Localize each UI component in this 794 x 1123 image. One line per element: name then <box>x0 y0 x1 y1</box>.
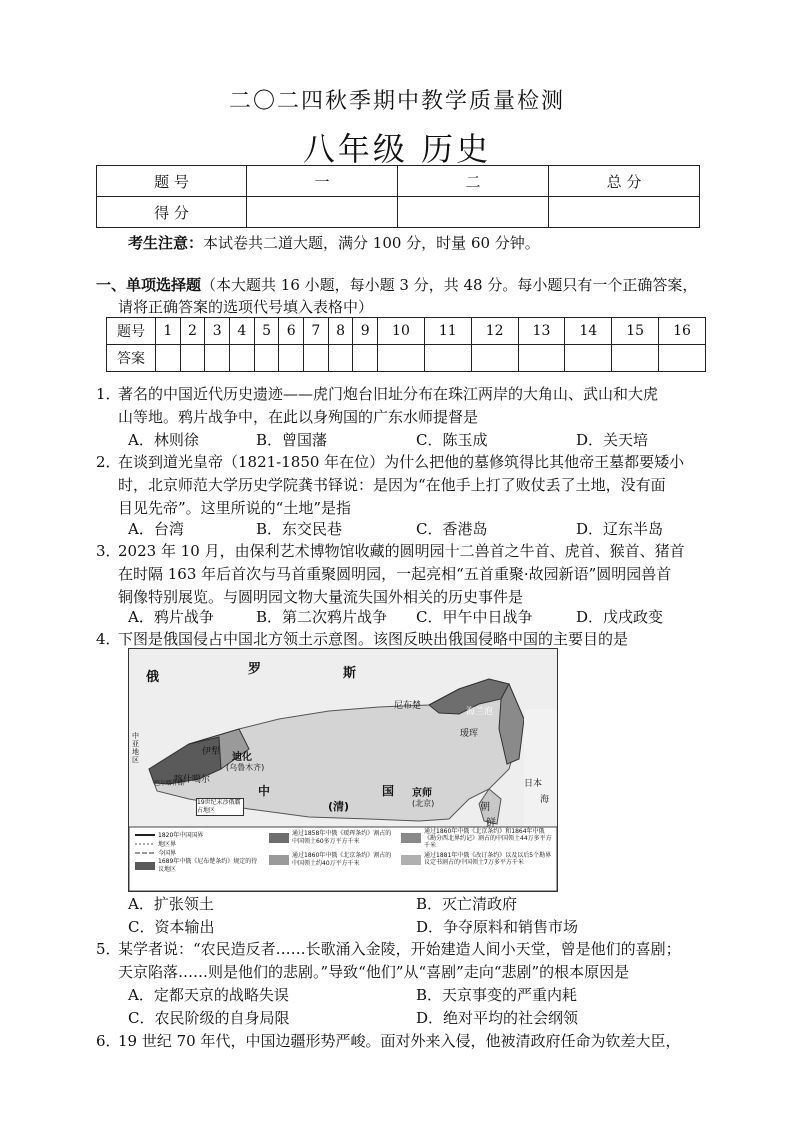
option-b[interactable]: B．曾国藩 <box>256 431 328 449</box>
question-number: 1． <box>96 385 121 403</box>
map-label: 中 <box>258 784 271 798</box>
answer-number-cell: 3 <box>205 318 230 345</box>
map-label-aihui: 瑷珲 <box>460 729 479 739</box>
question-3 <box>96 540 708 609</box>
question-text: 下图是俄国侵占中国北方领土示意图。该图反映出俄国侵略中国的主要目的是 <box>118 630 629 648</box>
exam-title: 二〇二四秋季期中教学质量检测 <box>228 89 565 114</box>
answer-number-cell: 15 <box>612 318 659 345</box>
map-label: 斯 <box>343 666 357 681</box>
question-number: 3． <box>96 542 121 560</box>
question-text: 天京陷落……则是他们的悲剧。”导致“他们”从“喜剧”走向“悲剧”的根本原因是 <box>118 963 630 981</box>
legend-item: 通过1860年中俄《北京条约》和1864年中俄《勘分西北界约记》割占的中国领土44万多平方千米 <box>424 828 552 849</box>
section-title: 一、单项选择题 <box>96 276 202 294</box>
question-text: 19 世纪 70 年代，中国边疆形势严峻。面对外来入侵，他被清政府任命为钦差大臣， <box>118 1032 681 1050</box>
answer-number-cell: 4 <box>230 318 255 345</box>
answer-number-cell: 7 <box>304 318 329 345</box>
answer-number-cell: 9 <box>353 318 378 345</box>
question-6 <box>96 1030 708 1053</box>
option-b[interactable]: B．第二次鸦片战争 <box>256 608 388 626</box>
option-d[interactable]: D．戊戌政变 <box>576 608 664 626</box>
option-c[interactable]: C．资本输出 <box>128 918 215 936</box>
map-label-jingshi-sub: (北京) <box>412 799 435 808</box>
exam-notice <box>128 232 540 253</box>
answer-input-cell[interactable] <box>612 345 659 372</box>
question-number: 4． <box>96 630 121 648</box>
map-label-haishenwai: 海兰泡 <box>466 707 494 717</box>
score-header-cell: 一 <box>247 166 398 197</box>
answer-input-cell[interactable] <box>518 345 565 372</box>
option-d[interactable]: D．辽东半岛 <box>576 520 664 538</box>
question-4-options-row2 <box>128 916 718 938</box>
map-label: (清) <box>328 800 350 813</box>
score-header-cell: 总 分 <box>548 166 699 197</box>
map-label-kashgar: 喀什噶尔 <box>174 775 211 785</box>
answer-header-label: 题号 <box>107 318 156 345</box>
answer-number-cell: 8 <box>328 318 353 345</box>
answer-number-cell: 12 <box>471 318 518 345</box>
question-number: 6． <box>96 1032 121 1050</box>
answer-number-cell: 10 <box>378 318 425 345</box>
option-b[interactable]: B．东交民巷 <box>256 520 343 538</box>
question-3-options <box>128 606 718 628</box>
question-2-options <box>128 518 718 540</box>
option-c[interactable]: C．陈玉成 <box>416 431 488 449</box>
notice-label: 考生注意： <box>128 234 204 252</box>
russia-invasion-map <box>128 648 558 892</box>
legend-item: 1820年中国国界 <box>158 832 204 839</box>
option-a[interactable]: A．台湾 <box>128 520 184 538</box>
question-5-options-row2 <box>128 1007 718 1029</box>
map-label: 朝 <box>480 802 490 813</box>
legend-item: 今国界 <box>158 850 177 857</box>
question-text: 某学者说：“农民造反者……长歌涌入金陵，开始建造人间小天堂，曾是他们的喜剧； <box>118 940 681 958</box>
score-table <box>96 165 700 228</box>
answer-number-cell: 14 <box>565 318 612 345</box>
map-label: 国 <box>382 784 395 798</box>
option-b[interactable]: B．灭亡清政府 <box>416 895 518 913</box>
option-a[interactable]: A．鸦片战争 <box>128 608 214 626</box>
answer-number-cell: 13 <box>518 318 565 345</box>
map-label-jingshi: 京师 <box>412 788 432 799</box>
notice-text: 本试卷共二道大题，满分 100 分，时量 60 分钟。 <box>203 234 540 252</box>
question-number: 2． <box>96 453 121 471</box>
answer-input-cell[interactable] <box>659 345 706 372</box>
map-label: 中亚地区 <box>132 732 139 764</box>
answer-number-cell: 1 <box>156 318 181 345</box>
map-label: 日本 <box>524 779 543 789</box>
map-label: 鲜 <box>486 818 496 829</box>
question-4-options-row1 <box>128 893 718 915</box>
question-text: 时，北京师范大学历史学院龚书铎说：是因为“在他手上打了败仗丢了土地，没有面 <box>118 476 666 494</box>
legend-item: 通过1881年中俄《改订条约》以及以后5个勘界议定书割占的中国领土7万多平方千米 <box>424 852 552 866</box>
option-a[interactable]: A．林则徐 <box>128 431 199 449</box>
option-d[interactable]: D．争夺原料和销售市场 <box>416 918 579 936</box>
question-5 <box>96 938 708 984</box>
legend-item: 通过1860年中俄《北京条约》割占的中国领土约40万平方千米 <box>292 852 392 867</box>
option-d[interactable]: D．关天培 <box>576 431 649 449</box>
map-label-dihua-sub: (乌鲁木齐) <box>226 763 265 772</box>
answer-input-cell[interactable] <box>353 345 378 372</box>
answer-input-cell[interactable] <box>565 345 612 372</box>
question-number: 5． <box>96 940 121 958</box>
answer-input-cell[interactable] <box>180 345 205 372</box>
map-label: 19世纪末沙俄霸占地区 <box>196 798 244 816</box>
map-label: 罗 <box>248 662 262 677</box>
answer-number-cell: 11 <box>424 318 471 345</box>
answer-input-cell[interactable] <box>304 345 329 372</box>
option-d[interactable]: D．绝对平均的社会纲领 <box>416 1009 579 1027</box>
score-input-cell[interactable] <box>247 197 398 228</box>
question-text: 铜像特别展览。与圆明园文物大量流失国外相关的历史事件是 <box>118 588 524 606</box>
answer-number-cell: 2 <box>180 318 205 345</box>
answer-input-cell[interactable] <box>230 345 255 372</box>
answer-input-cell[interactable] <box>471 345 518 372</box>
score-label-cell: 得 分 <box>97 197 247 228</box>
option-c[interactable]: C．甲午中日战争 <box>416 608 533 626</box>
map-label: 海 <box>540 795 550 805</box>
score-header-cell: 二 <box>397 166 548 197</box>
legend-item: 1689年中俄《尼布楚条约》规定的待议地区 <box>158 858 258 873</box>
answer-number-cell: 5 <box>254 318 279 345</box>
answer-input-cell[interactable] <box>156 345 181 372</box>
map-label-dihua: 迪化 <box>232 752 252 763</box>
map-label: 巴尔喀什湖 <box>154 780 185 787</box>
question-text: 著名的中国近代历史遗迹——虎门炮台旧址分布在珠江两岸的大角山、武山和大虎 <box>118 385 659 403</box>
score-input-cell[interactable] <box>548 197 699 228</box>
answer-number-cell: 6 <box>279 318 304 345</box>
question-2 <box>96 451 708 520</box>
map-label-yili: 伊犁 <box>202 747 221 757</box>
answer-number-cell: 16 <box>659 318 706 345</box>
legend-item: 地区界 <box>158 841 177 848</box>
question-text: 在谈到道光皇帝（1821-1850 年在位）为什么把他的墓修筑得比其他帝王墓都要矮小 <box>118 453 685 471</box>
option-b[interactable]: B．天京事变的严重内耗 <box>416 986 578 1004</box>
question-1-options <box>128 429 718 451</box>
answer-row-label: 答案 <box>107 345 156 372</box>
question-1 <box>96 383 708 429</box>
option-a[interactable]: A．扩张领土 <box>128 895 214 913</box>
score-input-cell[interactable] <box>397 197 548 228</box>
question-text: 2023 年 10 月，由保利艺术博物馆收藏的圆明园十二兽首之牛首、虎首、猴首、猪首 <box>118 542 685 560</box>
section-heading <box>96 274 716 318</box>
answer-input-cell[interactable] <box>205 345 230 372</box>
question-text: 山等地。鸦片战争中，在此以身殉国的广东水师提督是 <box>118 408 479 426</box>
section-desc-2: 请将正确答案的选项代号填入表格中） <box>118 298 374 316</box>
answer-input-cell[interactable] <box>424 345 471 372</box>
legend-item: 通过1858年中俄《瑷珲条约》割占的中国领土60多万平方千米 <box>292 830 392 845</box>
score-header-cell: 题 号 <box>97 166 247 197</box>
answer-input-cell[interactable] <box>254 345 279 372</box>
answer-input-cell[interactable] <box>378 345 425 372</box>
exam-subject: 八年级 历史 <box>302 130 492 168</box>
answer-table <box>106 317 706 372</box>
question-text: 在时隔 163 年后首次与马首重聚圆明园，一起亮相“五首重聚·故园新语”圆明园兽首 <box>118 565 672 583</box>
answer-input-cell[interactable] <box>279 345 304 372</box>
question-5-options-row1 <box>128 984 718 1006</box>
answer-input-cell[interactable] <box>328 345 353 372</box>
option-a[interactable]: A．定都天京的战略失误 <box>128 986 289 1004</box>
option-c[interactable]: C．农民阶级的自身局限 <box>128 1009 290 1027</box>
option-c[interactable]: C．香港岛 <box>416 520 488 538</box>
map-label-nerchinsk: 尼布楚 <box>394 701 422 711</box>
map-label: 俄 <box>146 670 160 685</box>
question-text: 目见先帝”。这里所说的“土地”是指 <box>118 499 352 517</box>
section-desc: （本大题共 16 小题，每小题 3 分，共 48 分。每小题只有一个正确答案， <box>201 276 698 294</box>
